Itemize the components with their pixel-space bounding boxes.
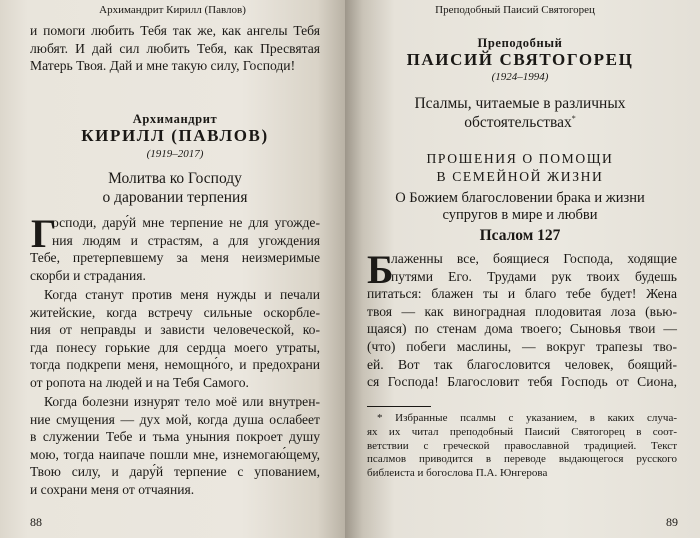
text-line: от ропота на людей и на Тебя Самого. (30, 374, 249, 390)
left-page-number: 88 (30, 515, 42, 529)
left-author-dates: (1919–2017) (146, 148, 204, 160)
right-author-dates: (1924–1994) (491, 71, 549, 83)
left-top-paragraph (30, 22, 320, 75)
text-line: и сохрани меня от отчаяния. (30, 481, 195, 497)
footnote-line: * Избранные псалмы с указанием, в каких случа- (377, 412, 677, 424)
title-line (365, 113, 675, 132)
footnote-line: библеиста и богослова П.А. Юнгерова (367, 467, 548, 480)
left-running-head: Архимандрит Кирилл (Павлов) (99, 4, 246, 16)
right-dropcap: Б (367, 247, 394, 292)
left-dropcap: Г (31, 211, 57, 256)
right-footnote (367, 412, 677, 481)
subtitle-line: супругов в мире и любви (442, 207, 598, 223)
right-subtitle (365, 190, 675, 224)
text-line: тогда подкрепи меня, немощно́го, и предохрани (30, 357, 320, 373)
text-line: твоя — как виноградная плодовитая лоза (вью- (367, 303, 677, 319)
footnote-line: ветствии с греческой православной традицией. Текст (367, 439, 677, 452)
left-paragraph-3 (30, 393, 320, 499)
right-psalm-heading: Псалом 127 (479, 227, 561, 244)
right-page (345, 0, 700, 538)
text-line: мою, тогда наипаче пошли мне, изнемогаю́щему, (30, 446, 320, 462)
right-running-head: Преподобный Паисий Святогорец (435, 4, 595, 16)
text-line: питаться: блажен ты и благо тебе будет! Жена (367, 286, 677, 302)
left-author-kicker: Архимандрит (132, 112, 218, 126)
text-line: Когда болезни изнурят тело моё или внутрен- (44, 394, 320, 409)
right-psalms-title (365, 94, 675, 132)
text-line: Когда станут против меня нужды и печали (44, 287, 320, 302)
left-paragraph-1 (30, 211, 320, 284)
title-line: о даровании терпения (102, 189, 248, 206)
text-line: осподи, дару́й мне терпение не для угожде- (52, 215, 320, 230)
right-page-number: 89 (666, 515, 678, 529)
left-paragraph-2 (30, 286, 320, 392)
left-author-name: КИРИЛЛ (ПАВЛОВ) (81, 126, 269, 145)
text-line: ние смущения — дух мой, когда душа ослабеет (30, 411, 320, 427)
right-author-kicker: Преподобный (477, 36, 563, 50)
title-line: Псалмы, читаемые в различных (414, 95, 626, 112)
text-line: и помоги любить Тебя так же, как ангелы Тебя (30, 23, 320, 38)
text-line: Тебе, претерпевшему за меня неизмеримые (30, 250, 320, 266)
text-line: в служении Тебе и тьма уныния покроет душу (30, 429, 320, 445)
footnote-reference: * (571, 113, 576, 123)
text-line: любят. И дай сил любить Тебя, как Пресвятая (30, 40, 320, 56)
text-line: житейские, когда встречу сильные оскорбле- (30, 304, 320, 320)
footnote-rule (367, 406, 431, 407)
footnote-line: псалмов приводится в переводе выдающегося русского (367, 453, 677, 466)
text-line: ния людям и страстям, а для угождения (52, 232, 320, 248)
text-line: гда понесу горькие для сердца моего утраты, (30, 339, 320, 355)
left-page (0, 0, 345, 538)
text-line: скорби и страдания. (30, 267, 146, 283)
footnote-line: ях их читал преподобный Паисий Святогорец в соот- (367, 425, 677, 438)
text-line: ей. Вот так благословится человек, боящий- (367, 356, 677, 372)
text-line: ния от неправды и зависти человеческой, ко- (30, 322, 320, 338)
left-prayer-title (30, 169, 320, 207)
text-line: лаженны все, боящиеся Господа, ходящие (391, 251, 677, 266)
text-line: Матерь Твоя. Дай и мне такую силу, Господи! (30, 58, 296, 74)
subtitle-line: О Божием благословении брака и жизни (395, 190, 645, 206)
text-line: путями Его. Трудами рук твоих будешь (391, 268, 677, 284)
title-line: Молитва ко Господу (108, 170, 242, 187)
text-line: ся Господа! Благословит тебя Господь от Сиона, (367, 374, 677, 390)
caps-line: В СЕМЕЙНОЙ ЖИЗНИ (436, 169, 604, 184)
text-line: Твою силу, и дару́й терпение с упованием, (30, 464, 320, 480)
right-section-caps (365, 150, 675, 186)
right-psalm-text (367, 247, 677, 391)
caps-line: ПРОШЕНИЯ О ПОМОЩИ (426, 151, 614, 166)
right-author-name: ПАИСИЙ СВЯТОГОРЕЦ (406, 50, 634, 69)
text-line: (что) побеги маслины, — вокруг трапезы тво- (367, 338, 677, 354)
title-line-text: обстоятельствах (464, 114, 572, 131)
text-line: щаяся) по стенам дома твоего; Сыновья твои — (367, 321, 677, 337)
